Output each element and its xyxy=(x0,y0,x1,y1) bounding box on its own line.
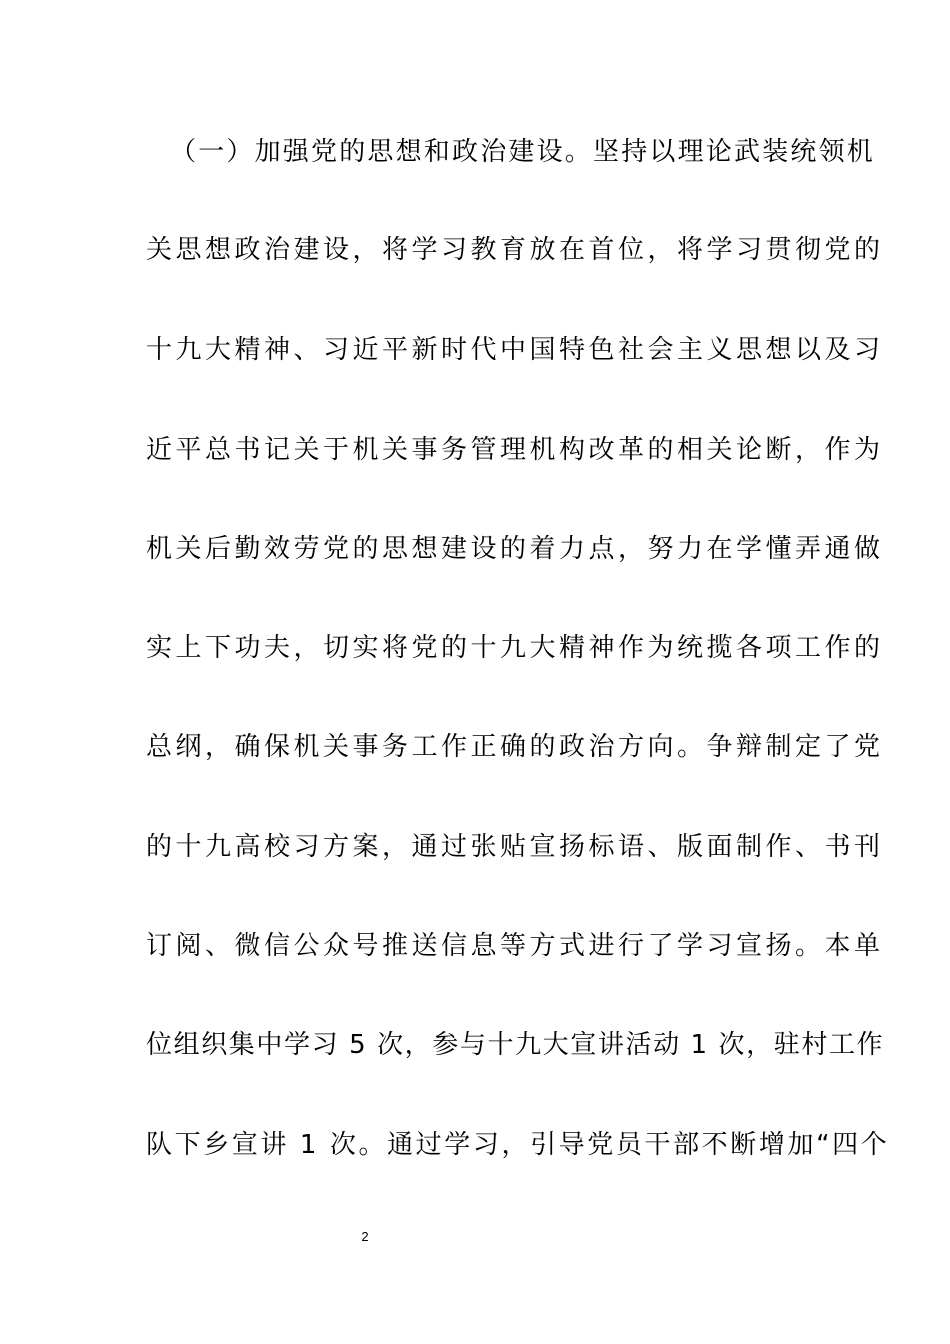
page-number: 2 xyxy=(361,1229,369,1244)
paragraph-line-1: （一）加强党的思想和政治建设。坚持以理论武装统领机 xyxy=(170,137,876,167)
paragraph-line-7: 总纲，确保机关事务工作正确的政治方向。争辩制定了党 xyxy=(146,732,884,762)
paragraph-line-11: 队下乡宣讲 1 次。通过学习，引导党员干部不断增加“四个 xyxy=(146,1130,890,1160)
paragraph-line-9: 订阅、微信公众号推送信息等方式进行了学习宣扬。本单 xyxy=(146,931,884,961)
paragraph-line-3: 十九大精神、习近平新时代中国特色社会主义思想以及习 xyxy=(146,335,884,365)
paragraph-line-8: 的十九高校习方案，通过张贴宣扬标语、版面制作、书刊 xyxy=(146,832,884,862)
paragraph-line-5: 机关后勤效劳党的思想建设的着力点，努力在学懂弄通做 xyxy=(146,534,884,564)
paragraph-line-2: 关思想政治建设，将学习教育放在首位，将学习贯彻党的 xyxy=(146,235,884,265)
paragraph-line-10: 位组织集中学习 5 次，参与十九大宣讲活动 1 次，驻村工作 xyxy=(146,1030,885,1060)
paragraph-line-6: 实上下功夫，切实将党的十九大精神作为统揽各项工作的 xyxy=(146,633,884,663)
paragraph-line-4: 近平总书记关于机关事务管理机构改革的相关论断，作为 xyxy=(146,435,884,465)
